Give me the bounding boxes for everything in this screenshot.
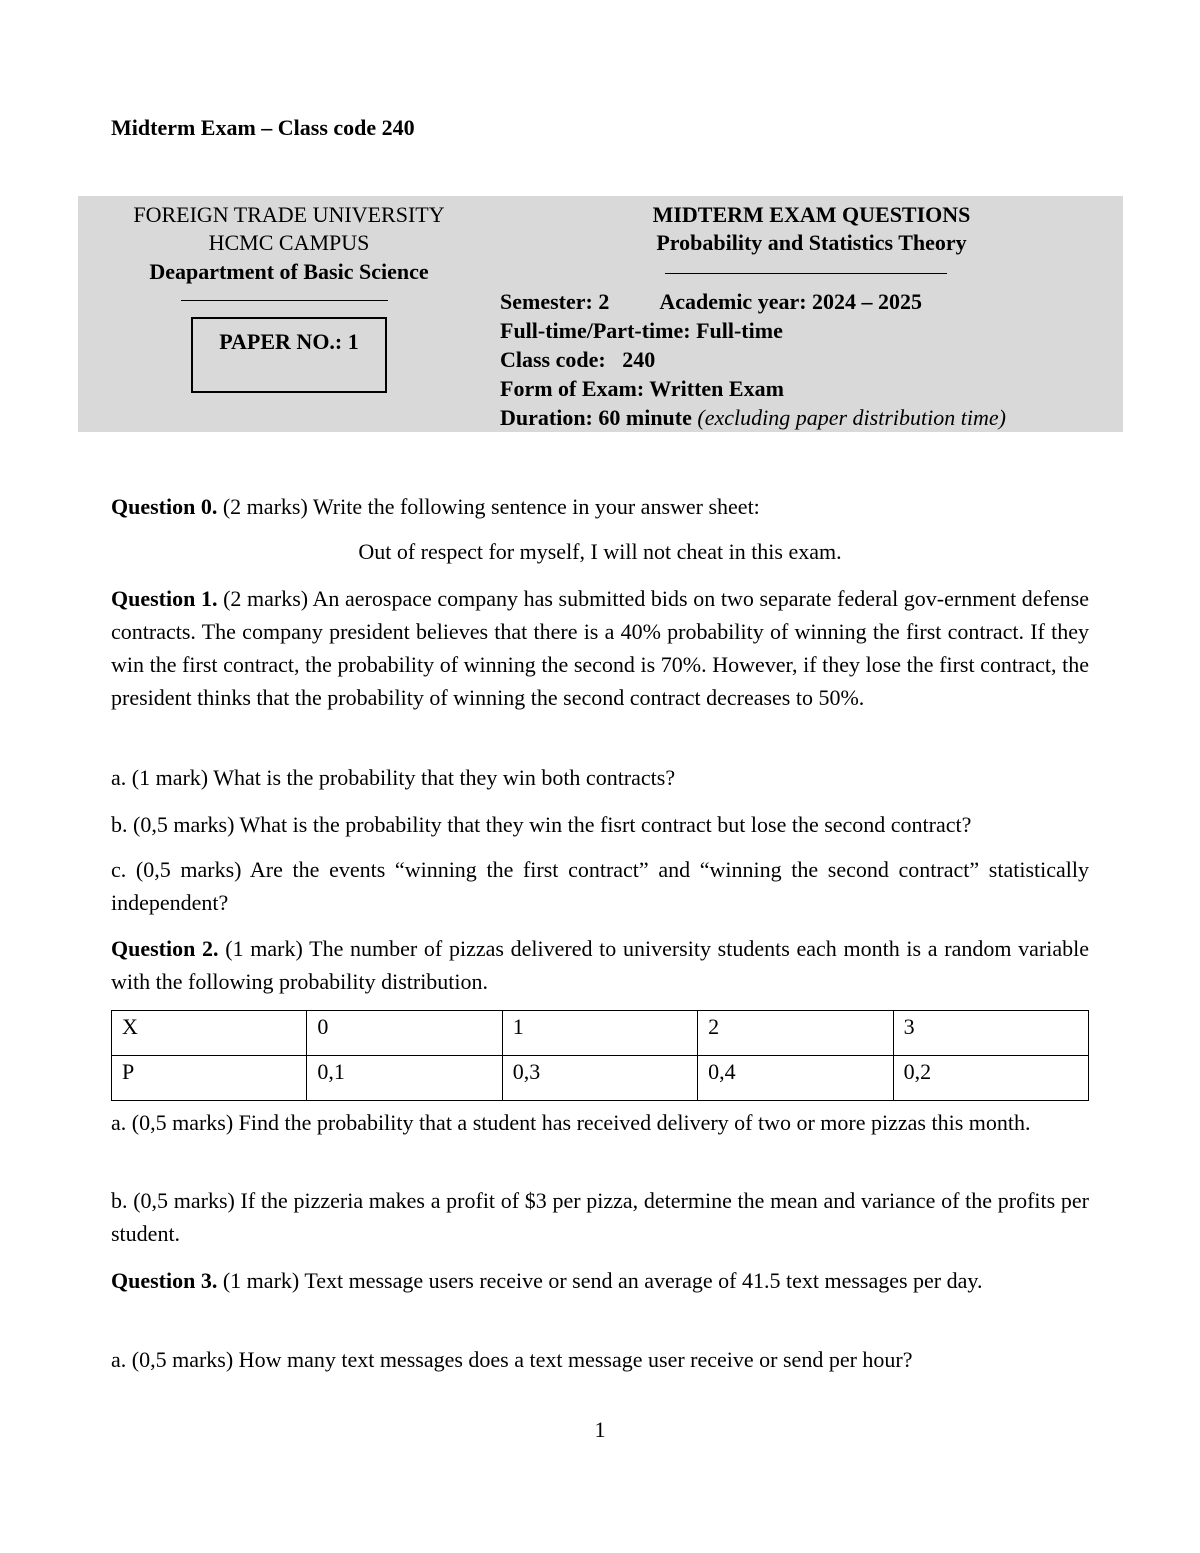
question-1-label: Question 1. xyxy=(111,586,218,611)
academic-year: Academic year: 2024 – 2025 xyxy=(659,289,923,314)
table-cell: 1 xyxy=(502,1011,697,1056)
study-mode: Full-time/Part-time: Full-time xyxy=(500,318,783,343)
semester: Semester: 2 xyxy=(500,289,610,314)
university-name: FOREIGN TRADE UNIVERSITY xyxy=(133,202,445,227)
class-code-line xyxy=(500,345,655,374)
question-1c: c. (0,5 marks) Are the events “winning the first contract” and “winning the second contract” statistically independent? xyxy=(111,857,1089,915)
paper-number: PAPER NO.: 1 xyxy=(219,329,359,354)
class-code-label: Class code: xyxy=(500,347,606,372)
paper-number-box xyxy=(191,317,387,393)
semester-line xyxy=(500,287,922,316)
table-cell: 0,3 xyxy=(502,1056,697,1101)
question-3 xyxy=(111,1264,1089,1297)
probability-distribution-table xyxy=(111,1010,1089,1101)
honor-sentence: Out of respect for myself, I will not cheat in this exam. xyxy=(358,539,842,564)
question-1-text: (2 marks) An aerospace company has submitted bids on two separate federal gov-ernment defense contracts. The company president believes that there is a 40% probability of winning the first contract. If they win the first contract, the probability of winning the second is 70%. However, if they lose the first contract, the president thinks that the probability of winning the second contract decreases to 50%. xyxy=(111,586,1089,710)
page-number: 1 xyxy=(594,1417,606,1442)
table-cell: 0,2 xyxy=(893,1056,1088,1101)
duration-line xyxy=(500,403,1006,432)
question-2a: a. (0,5 marks) Find the probability that a student has received delivery of two or more pizzas this month. xyxy=(111,1110,1031,1135)
table-cell: 0 xyxy=(307,1011,502,1056)
question-2-label: Question 2. xyxy=(111,936,219,961)
exam-title: MIDTERM EXAM QUESTIONS xyxy=(652,202,971,227)
question-0 xyxy=(111,490,1089,523)
divider-right xyxy=(665,273,947,274)
document-heading: Midterm Exam – Class code 240 xyxy=(111,115,415,140)
question-2-text: (1 mark) The number of pizzas delivered to university students each month is a random variable with the following probability distribution. xyxy=(111,936,1089,994)
table-cell: X xyxy=(112,1011,307,1056)
subject-title: Probability and Statistics Theory xyxy=(656,230,967,255)
duration: Duration: 60 minute xyxy=(500,405,692,430)
table-row xyxy=(112,1056,1089,1101)
divider-left xyxy=(181,300,388,301)
table-row xyxy=(112,1011,1089,1056)
duration-note: (excluding paper distribution time) xyxy=(697,405,1006,430)
question-3a: a. (0,5 marks) How many text messages does a text message user receive or send per hour? xyxy=(111,1347,913,1372)
question-1a: a. (1 mark) What is the probability that they win both contracts? xyxy=(111,765,676,790)
question-2b: b. (0,5 marks) If the pizzeria makes a profit of $3 per pizza, determine the mean and variance of the profits per student. xyxy=(111,1188,1089,1246)
question-2 xyxy=(111,932,1089,998)
question-0-text: (2 marks) Write the following sentence in your answer sheet: xyxy=(222,494,760,519)
campus-name: HCMC CAMPUS xyxy=(208,230,370,255)
table-cell: 2 xyxy=(698,1011,893,1056)
question-3-label: Question 3. xyxy=(111,1268,218,1293)
class-code-value: 240 xyxy=(622,347,656,372)
question-1b: b. (0,5 marks) What is the probability that they win the fisrt contract but lose the second contract? xyxy=(111,812,972,837)
table-cell: 3 xyxy=(893,1011,1088,1056)
exam-header-block xyxy=(78,196,1123,432)
question-1 xyxy=(111,582,1089,714)
table-cell: 0,1 xyxy=(307,1056,502,1101)
question-3-text: (1 mark) Text message users receive or send an average of 41.5 text messages per day. xyxy=(222,1268,983,1293)
question-0-label: Question 0. xyxy=(111,494,218,519)
table-cell: 0,4 xyxy=(698,1056,893,1101)
department-name: Deapartment of Basic Science xyxy=(149,259,429,284)
table-cell: P xyxy=(112,1056,307,1101)
exam-form: Form of Exam: Written Exam xyxy=(500,376,784,401)
